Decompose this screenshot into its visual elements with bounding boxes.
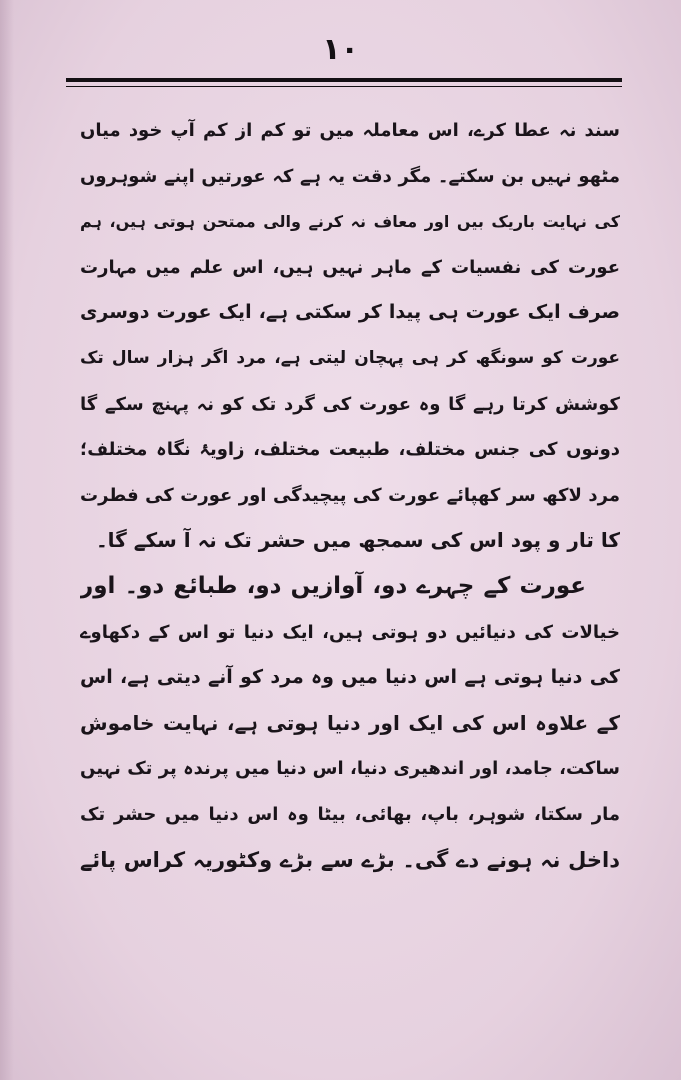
text-line-15: ساکت، جامد، اور اندھیری دنیا، اس دنیا میں پرندہ پر تک نہیں: [80, 758, 620, 780]
text-line-13: کی دنیا ہوتی ہے اس دنیا میں وہ مرد کو آنے دیتی ہے، اس: [80, 666, 620, 689]
text-line-11: عورت کے چہرے دو، آوازیں دو، طبائع دو۔ اور: [80, 572, 586, 599]
text-line-10: کا تار و پود اس کی سمجھ میں حشر تک نہ آ سکے گا۔: [95, 528, 620, 553]
text-line-6: عورت کو سونگھ کر ہی پہچان لیتی ہے، مرد اگر ہزار سال تک: [80, 347, 620, 368]
text-line-12: خیالات کی دنیائیں دو ہوتی ہیں، ایک دنیا تو اس کے دکھاوے: [80, 621, 620, 643]
text-line-16: مار سکتا، شوہر، باپ، بھائی، بیٹا وہ اس دنیا میں حشر تک: [80, 803, 620, 825]
text-line-7: کوشش کرتا رہے گا وہ عورت کی گرد تک کو نہ پہنچ سکے گا: [80, 393, 620, 415]
text-line-1: سند نہ عطا کرے، اس معاملہ میں تو کم از کم آپ خود میاں: [80, 120, 620, 141]
text-line-17: داخل نہ ہونے دے گی۔ بڑے سے بڑے وکٹوریہ کراس پائے: [80, 847, 620, 872]
text-line-3: کی نہایت باریک بیں اور معاف نہ کرنے والی ممتحن ہوتی ہیں، ہم: [80, 212, 620, 232]
spine-shadow: [0, 0, 14, 1080]
body-text: [80, 108, 620, 883]
page-number: ۱۰: [322, 32, 359, 67]
text-line-14: کے علاوہ اس کی ایک اور دنیا ہوتی ہے، نہایت خاموش: [80, 710, 620, 735]
text-line-9: مرد لاکھ سر کھپائے عورت کی پیچیدگی اور عورت کی فطرت: [80, 484, 620, 506]
text-line-8: دونوں کی جنس مختلف، طبیعت مختلف، زاویۂ نگاہ مختلف؛: [80, 439, 620, 461]
header-rule-thick: [66, 78, 622, 82]
text-line-4: عورت کی نفسیات کے ماہر نہیں ہیں، اس علم میں مہارت: [80, 256, 620, 278]
text-line-2: مٹھو نہیں بن سکتے۔ مگر دقت یہ ہے کہ عورتیں اپنے شوہروں: [80, 165, 620, 187]
header-rule-thin: [66, 86, 622, 87]
text-line-5: صرف ایک عورت ہی پیدا کر سکتی ہے، ایک عورت دوسری: [80, 301, 620, 324]
